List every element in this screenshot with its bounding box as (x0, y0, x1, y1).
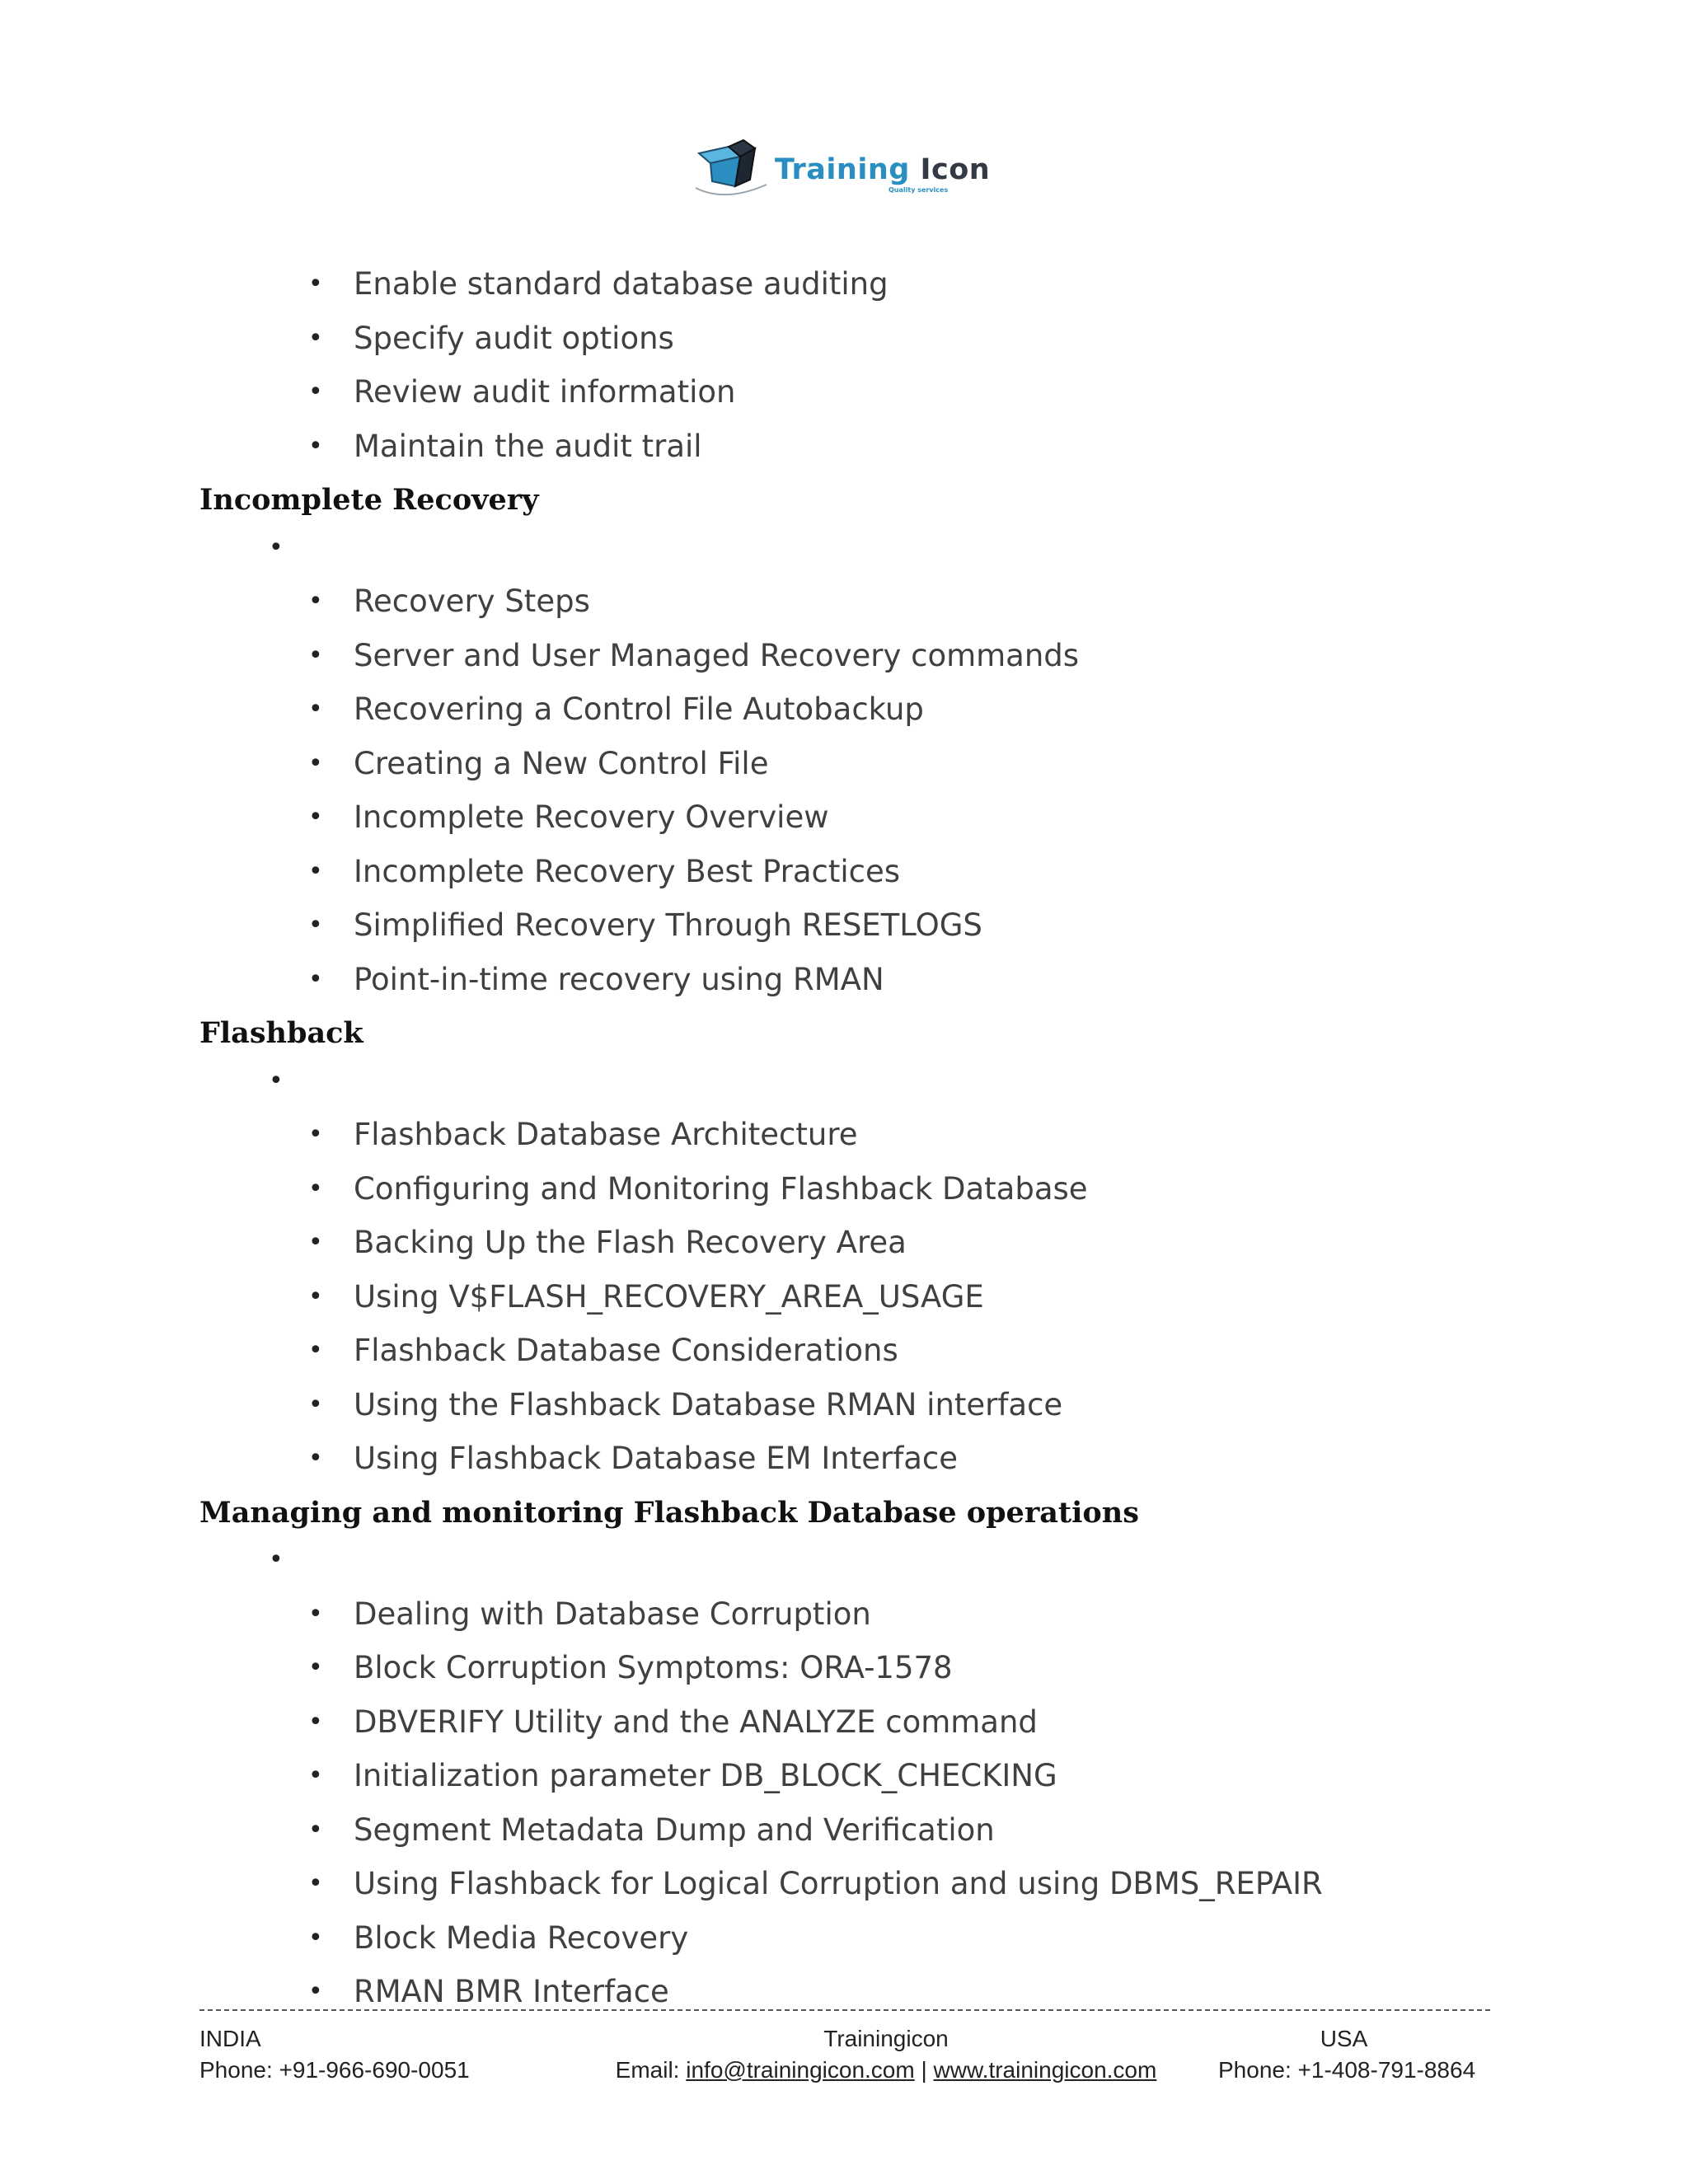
list-item-text: Incomplete Recovery Best Practices (354, 853, 901, 889)
list-item (308, 737, 769, 791)
footer-divider (199, 2009, 1490, 2011)
list-item (308, 1641, 953, 1695)
list-item-text: Using V$FLASH_RECOVERY_AREA_USAGE (354, 1278, 984, 1315)
footer-email-link[interactable]: info@trainingicon.com (686, 2057, 915, 2083)
bullet-marker: • (308, 323, 323, 353)
bullet-marker: • (308, 1174, 323, 1203)
list-item (308, 682, 924, 737)
list-item (308, 1911, 689, 1966)
bullet-marker: • (308, 587, 323, 616)
footer-center (598, 2023, 1175, 2086)
list-item (308, 312, 674, 366)
bullet-marker: • (308, 1282, 323, 1311)
list-item-text: Server and User Managed Recovery commands (354, 637, 1080, 673)
bullet-marker: • (308, 1815, 323, 1844)
list-item (308, 1162, 1088, 1216)
list-item (308, 629, 1080, 683)
bullet-marker: • (308, 1444, 323, 1473)
list-item-text: Incomplete Recovery Overview (354, 799, 829, 835)
footer-india-phone: Phone: +91-966-690-0051 (199, 2057, 470, 2083)
footer-india-title: INDIA (199, 2026, 261, 2051)
list-item-text: DBVERIFY Utility and the ANALYZE command (354, 1704, 1038, 1740)
logo-tagline: Quality services (889, 186, 949, 194)
bullet-marker: • (308, 1923, 323, 1952)
bullet-marker: • (308, 748, 323, 778)
list-item-text: Initialization parameter DB_BLOCK_CHECKING (354, 1758, 1057, 1793)
section-heading: Managing and monitoring Flashback Database operations (199, 1495, 1139, 1530)
list-item-text: Specify audit options (354, 320, 674, 356)
list-item-text: Enable standard database auditing (354, 266, 889, 302)
list-item (308, 790, 829, 845)
list-item-text: Recovery Steps (354, 583, 590, 619)
footer-india (199, 2023, 470, 2086)
bullet-marker: • (308, 803, 323, 832)
list-item (308, 1587, 871, 1642)
footer-separator: | (914, 2057, 934, 2083)
bullet-marker: • (308, 1599, 323, 1629)
list-item (308, 1216, 907, 1270)
list-item-text: Block Media Recovery (354, 1919, 689, 1956)
cube-logo-icon (692, 138, 775, 204)
bullet-marker: • (308, 1653, 323, 1682)
list-item-text: Review audit information (354, 374, 736, 410)
logo-word-icon: Icon (920, 153, 991, 186)
bullet-marker: • (308, 431, 323, 461)
logo-word-training: Training (775, 153, 910, 186)
bullet-marker: • (308, 1390, 323, 1419)
section-heading: Flashback (199, 1016, 363, 1050)
bullet-marker: • (308, 1228, 323, 1257)
list-item (308, 898, 982, 953)
section-heading: Incomplete Recovery (199, 483, 539, 517)
bullet-marker: • (308, 377, 323, 406)
footer-contact-line (598, 2055, 1175, 2086)
logo-wordmark (775, 153, 990, 186)
bullet-marker: • (308, 1336, 323, 1365)
list-item (308, 1432, 959, 1486)
empty-bullet: • (269, 1545, 284, 1574)
footer-usa-phone: Phone: +1-408-791-8864 (1218, 2057, 1476, 2083)
bullet-marker: • (308, 1869, 323, 1898)
footer-company-title: Trainingicon (823, 2026, 949, 2051)
empty-bullet: • (269, 532, 284, 562)
list-item (308, 1965, 669, 2019)
list-item (308, 574, 590, 629)
list-item-text: Point-in-time recovery using RMAN (354, 961, 884, 997)
list-item (308, 1803, 995, 1858)
list-item (308, 845, 901, 899)
list-item-text: Using Flashback for Logical Corruption and using DBMS_REPAIR (354, 1866, 1323, 1901)
list-item (308, 1108, 858, 1162)
bullet-marker: • (308, 856, 323, 886)
footer-usa-title: USA (1320, 2026, 1368, 2051)
list-item (308, 1324, 898, 1378)
training-icon-logo (692, 138, 991, 204)
list-item-text: RMAN BMR Interface (354, 1974, 669, 2009)
list-item-text: Dealing with Database Corruption (354, 1596, 871, 1632)
bullet-marker: • (308, 964, 323, 994)
list-item-text: Configuring and Monitoring Flashback Database (354, 1170, 1088, 1207)
list-item (308, 419, 702, 474)
bullet-marker: • (308, 1977, 323, 2006)
list-item-text: Segment Metadata Dump and Verification (354, 1811, 995, 1848)
list-item-text: Simplified Recovery Through RESETLOGS (354, 907, 982, 943)
list-item (308, 1857, 1323, 1911)
bullet-marker: • (308, 1707, 323, 1736)
footer-usa (1218, 2023, 1476, 2086)
list-item-text: Recovering a Control File Autobackup (354, 691, 924, 727)
bullet-marker: • (308, 695, 323, 724)
list-item-text: Using the Flashback Database RMAN interface (354, 1386, 1063, 1422)
empty-bullet: • (269, 1066, 284, 1095)
list-item (308, 1695, 1038, 1750)
footer-email-label: Email: (615, 2057, 687, 2083)
bullet-marker: • (308, 1761, 323, 1790)
list-item (308, 1270, 984, 1324)
list-item (308, 953, 884, 1007)
bullet-marker: • (308, 1120, 323, 1149)
list-item-text: Flashback Database Considerations (354, 1333, 898, 1368)
bullet-marker: • (308, 640, 323, 670)
footer-website-link[interactable]: www.trainingicon.com (933, 2057, 1157, 2083)
list-item (308, 1378, 1063, 1432)
list-item-text: Flashback Database Architecture (354, 1117, 858, 1152)
bullet-marker: • (308, 269, 323, 298)
bullet-marker: • (308, 911, 323, 940)
list-item-text: Backing Up the Flash Recovery Area (354, 1225, 907, 1260)
list-item-text: Using Flashback Database EM Interface (354, 1441, 959, 1476)
list-item (308, 257, 889, 312)
list-item (308, 365, 736, 419)
list-item-text: Maintain the audit trail (354, 428, 702, 464)
list-item (308, 1749, 1057, 1803)
list-item-text: Creating a New Control File (354, 745, 769, 781)
list-item-text: Block Corruption Symptoms: ORA-1578 (354, 1650, 953, 1685)
